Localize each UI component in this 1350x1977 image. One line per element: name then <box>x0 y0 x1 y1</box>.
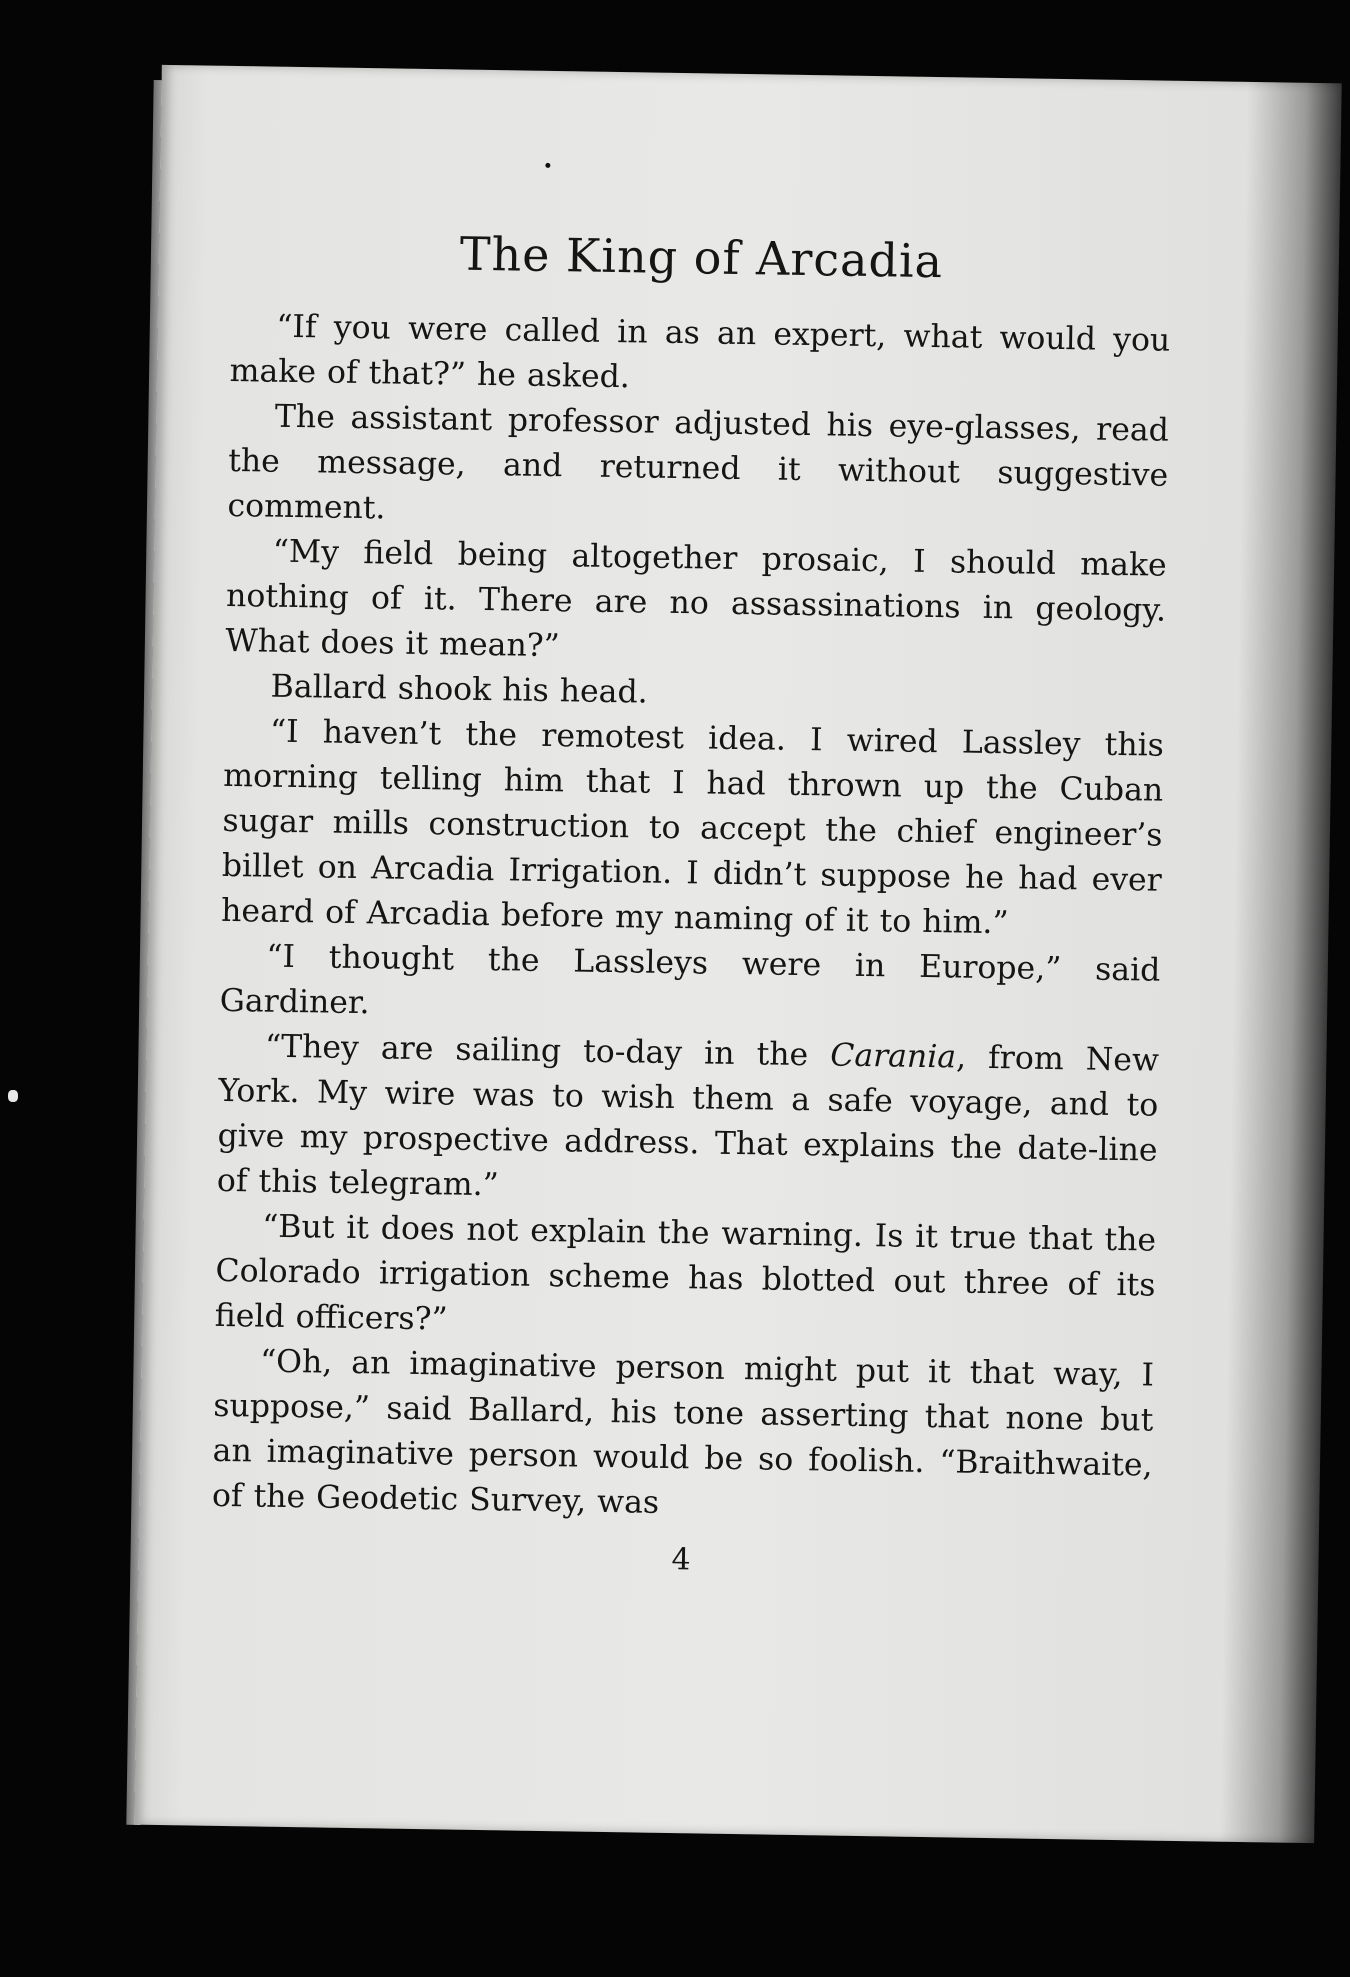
paragraph-1: “If you were called in as an expert, what would you make of that?” he asked. <box>229 308 1171 396</box>
paragraph-7-end: , from New York. My wire was to wish them a safe voyage, and to give my prospective address. That explains the date-line of this telegram.” <box>216 1039 1160 1204</box>
paragraph-9: “Oh, an imaginative person might put it that way, I suppose,” said Ballard, his tone asserting that none but an imaginative person would be so foolish. “Braithwaite, of the Geodetic Survey, was <box>211 1343 1155 1521</box>
paragraph-7-start: “They are sailing to-day in the <box>264 1028 831 1074</box>
paragraph-4: Ballard shook his head. <box>270 668 648 711</box>
paragraph-6: “I thought the Lassleys were in Europe,” said Gardiner. <box>219 938 1161 1022</box>
page-number: 4 <box>671 1542 691 1578</box>
ink-speck <box>545 163 550 168</box>
ship-name-italic: Carania <box>829 1037 957 1076</box>
paragraph-2: The assistant professor adjusted his eye-glasses, read the message, and returned it without suggestive comment. <box>227 398 1170 527</box>
paragraph-5: “I haven’t the remotest idea. I wired Lassley this morning telling him that I had thrown up the Cuban sugar mills construction to accept the chief engineer’s billet on Arcadia Irrigation. I didn’t suppose he had ever heard of Arcadia before my naming of it to him.” <box>220 713 1165 942</box>
paragraph-8: “But it does not explain the warning. Is it true that the Colorado irrigation scheme has blotted out three of its field officers?” <box>214 1208 1157 1338</box>
page-text <box>211 222 1172 1588</box>
running-title: The King of Arcadia <box>459 226 944 289</box>
paragraph-3: “My field being altogether prosaic, I should make nothing of it. There are no assassinations in geology. What does it mean?” <box>225 533 1167 665</box>
paragraph-7 <box>217 1024 1160 1219</box>
scan-artifact <box>8 1090 18 1102</box>
